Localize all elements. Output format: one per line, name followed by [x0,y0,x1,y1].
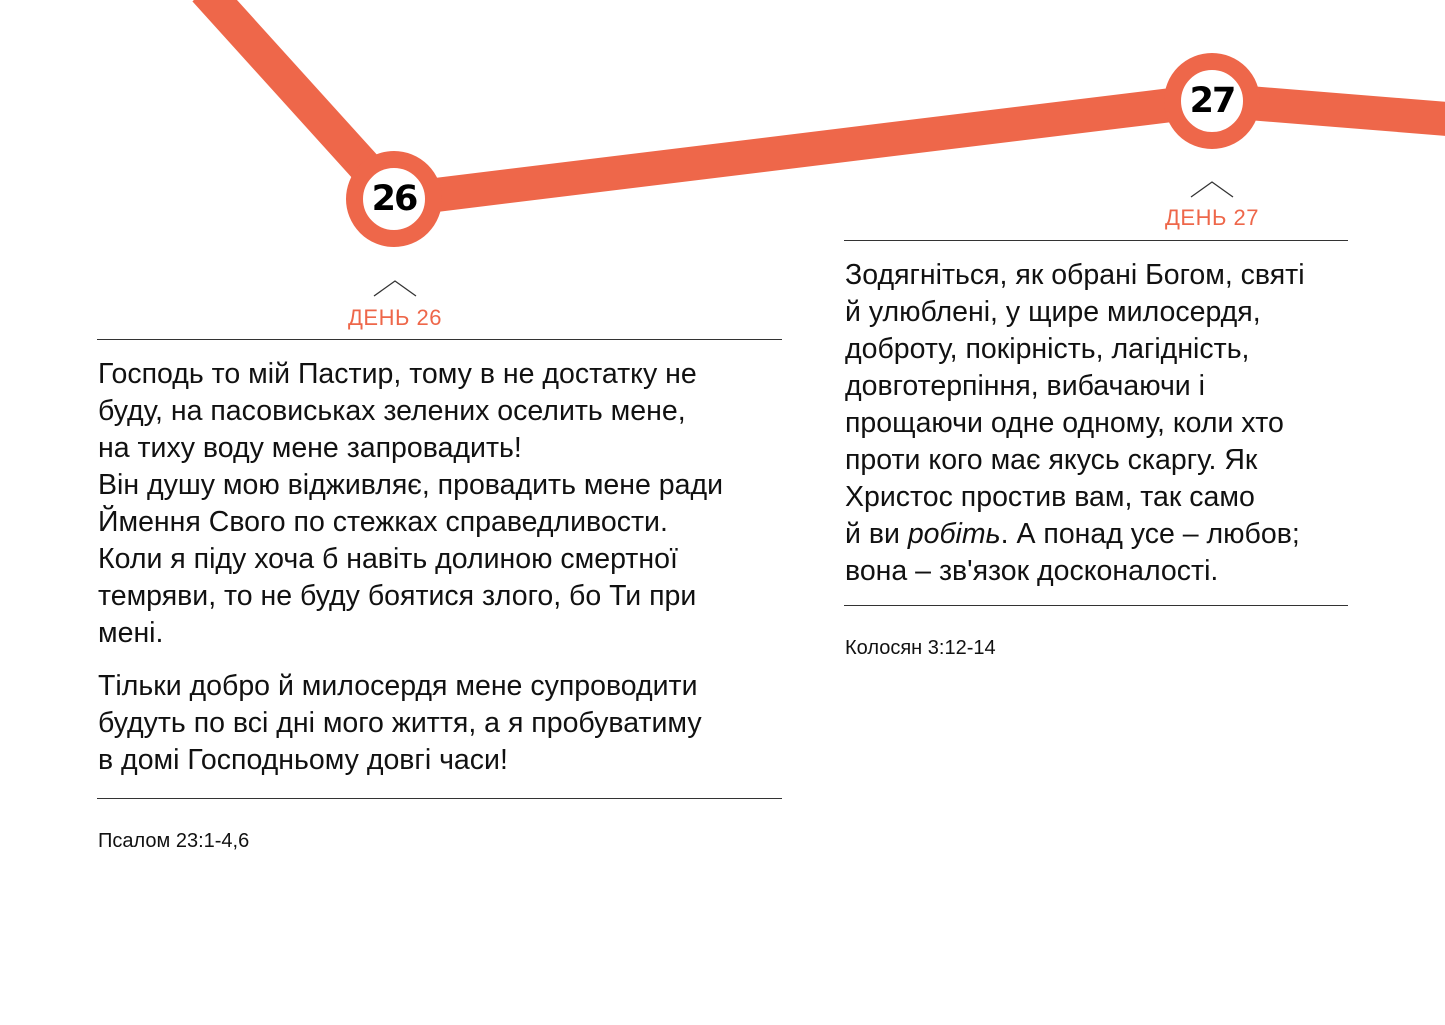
verse-line: Христос простив вам, так само [845,481,1255,513]
day-27-label: ДЕНЬ 27 [1165,205,1259,230]
verse-line: Ймення Свого по стежках справедливости. [98,506,668,538]
day-27-reference: Колосян 3:12-14 [845,637,996,659]
verse-line: будуть по всі дні мого життя, а я пробуватиму [98,707,702,739]
day-26-verse [98,356,798,779]
verse-line: мені. [98,617,164,649]
day-27-number: 27 [1189,81,1235,121]
verse-line: довготерпіння, вибачаючи і [845,370,1205,402]
verse-line: й ви робіть. А понад усе – любов; [845,518,1300,550]
verse-line: Коли я піду хоча б навіть долиною смертної [98,543,678,575]
divider [844,240,1348,241]
verse-line: Господь то мій Пастир, тому в не достатку не [98,358,697,390]
verse-line: на тиху воду мене запровадить! [98,432,522,464]
verse-line: вона – зв'язок досконалості. [845,555,1219,587]
day-26-reference: Псалом 23:1-4,6 [98,830,250,852]
day-26-marker [346,151,442,247]
day-27-marker [1164,53,1260,149]
day-26-number: 26 [371,179,417,219]
verse-line: й улюблені, у щире милосердя, [845,296,1261,328]
caret-up-icon [373,279,417,297]
day-26-label: ДЕНЬ 26 [348,305,442,330]
verse-line: темряви, то не буду боятися злого, бо Ти при [98,580,697,612]
verse-line: Зодягніться, як обрані Богом, святі [845,259,1305,291]
verse-line: прощаючи одне одному, коли хто [845,407,1284,439]
verse-line: в домі Господньому довгі часи! [98,744,508,776]
divider [97,798,782,799]
verse-line: Він душу мою відживляє, провадить мене ради [98,469,724,501]
divider [844,605,1348,606]
day-27-verse [845,257,1405,590]
divider [97,339,782,340]
verse-line: доброту, покірність, лагідність, [845,333,1250,365]
verse-line: Тільки добро й милосердя мене супроводити [98,670,698,702]
verse-line: буду, на пасовиськах зелених оселить мене, [98,395,686,427]
verse-line: проти кого має якусь скаргу. Як [845,444,1258,476]
caret-up-icon [1190,180,1234,198]
